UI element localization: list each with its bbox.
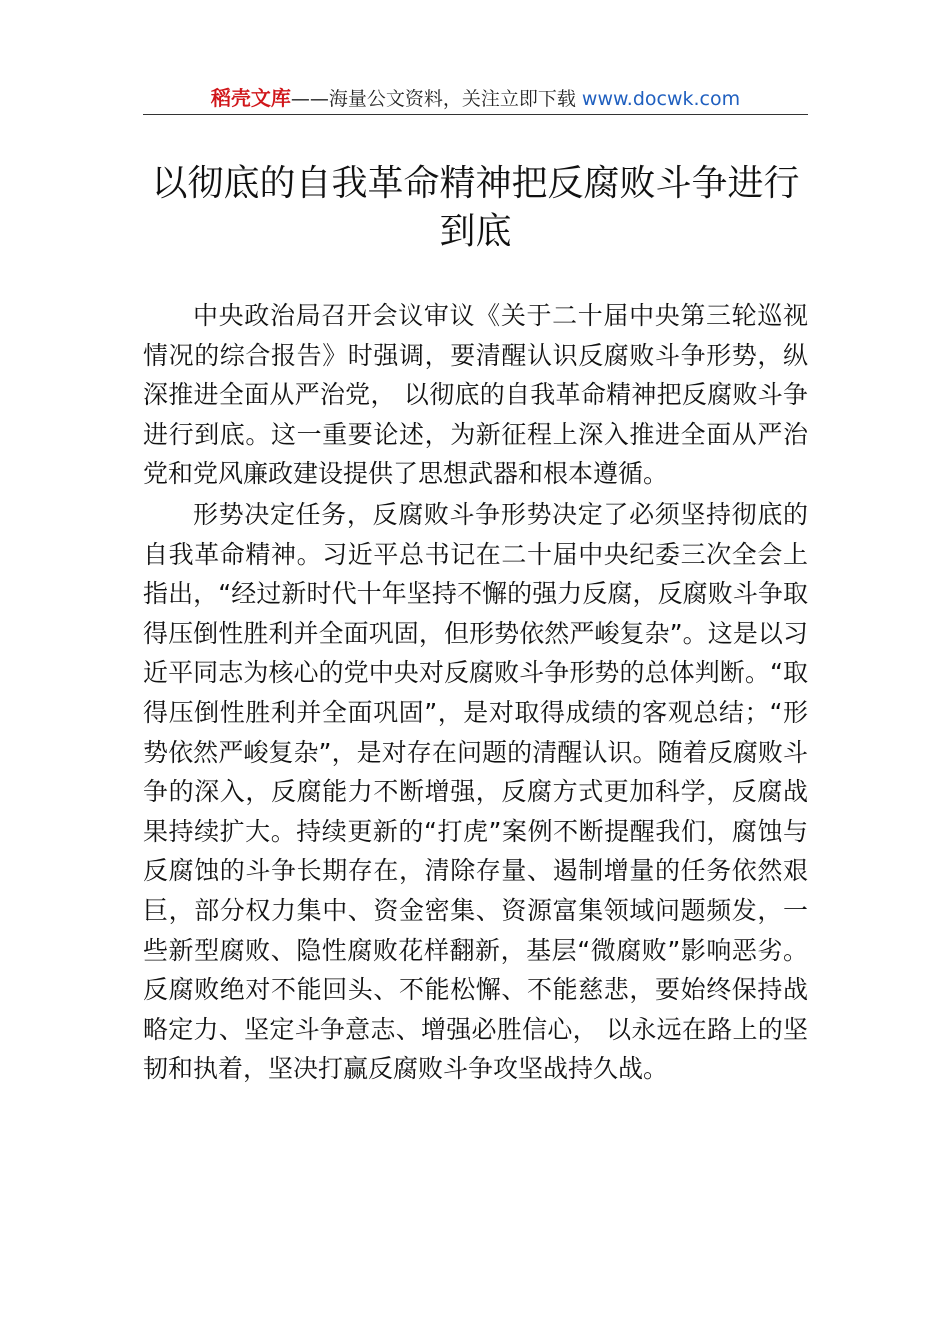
page-header [143, 84, 808, 114]
document-body [143, 296, 808, 1090]
paragraph-2: 形势决定任务，反腐败斗争形势决定了必须坚持彻底的自我革命精神。习近平总书记在二十届中央纪委三次全会上指出，“经过新时代十年坚持不懈的强力反腐，反腐败斗争取得压倒性胜利并全面巩固，但形势依然严峻复杂”。这是以习近平同志为核心的党中央对反腐败斗争形势的总体判断。“取得压倒性胜利并全面巩固”，是对取得成绩的客观总结；“形势依然严峻复杂”，是对存在问题的清醒认识。随着反腐败斗争的深入，反腐能力不断增强，反腐方式更加科学，反腐战果持续扩大。持续更新的“打虎”案例不断提醒我们，腐蚀与反腐蚀的斗争长期存在，清除存量、遏制增量的任务依然艰巨，部分权力集中、资金密集、资源富集领域问题频发，一些新型腐败、隐性腐败花样翻新，基层“微腐败”影响恶劣。反腐败绝对不能回头、不能松懈、不能慈悲，要始终保持战略定力、坚定斗争意志、增强必胜信心， 以永远在路上的坚韧和执着，坚决打赢反腐败斗争攻坚战持久战。 [143, 499, 808, 1084]
site-link[interactable]: www.docwk.com [581, 88, 741, 110]
document-title: 以彻底的自我革命精神把反腐败斗争进行到底 [151, 163, 800, 252]
brand-name: 稻壳文库 [210, 86, 291, 110]
header-tagline: ——海量公文资料，关注立即下载 [290, 88, 576, 110]
paragraph-1: 中央政治局召开会议审议《关于二十届中央第三轮巡视情况的综合报告》时强调，要清醒认识反腐败斗争形势，纵深推进全面从严治党， 以彻底的自我革命精神把反腐败斗争 进行到底。这一重要论述，为新征程上深入推进全面从严治 党和党风廉政建设提供了思想武器和根本遵循。 [143, 301, 808, 489]
header-divider [143, 114, 808, 115]
